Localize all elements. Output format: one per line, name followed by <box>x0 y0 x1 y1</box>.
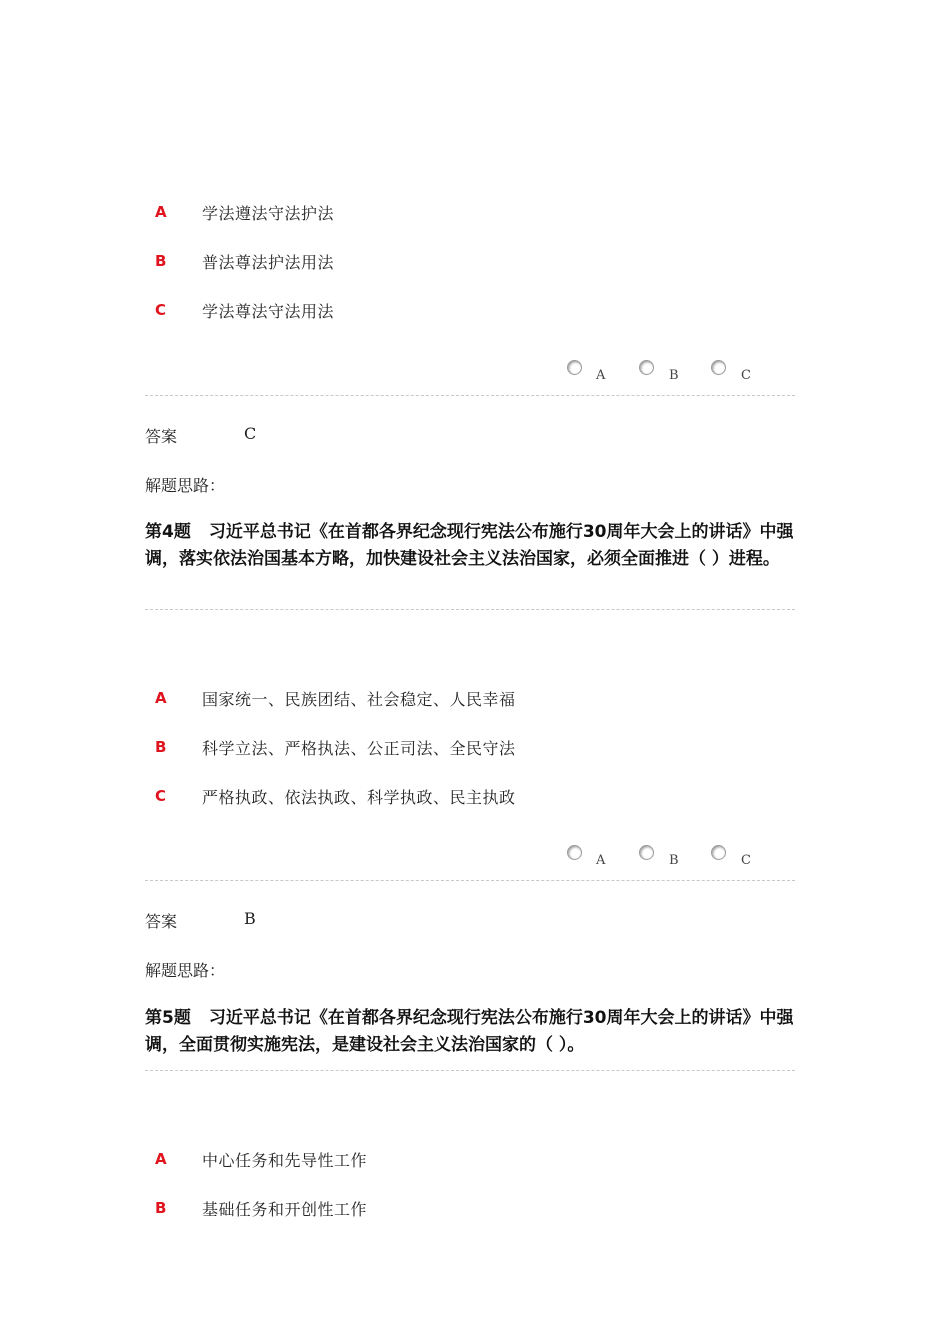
radio-button-b[interactable] <box>639 360 654 375</box>
radio-button-a[interactable] <box>567 845 582 860</box>
question-text: 习近平总书记《在首都各界纪念现行宪法公布施行30周年大会上的讲话》中强调，落实依法治国基本方略，加快建设社会主义法治国家，必须全面推进（ ）进程。 <box>145 522 794 569</box>
answer-label: 答案 <box>145 427 178 446</box>
option-letter: B <box>155 1199 167 1217</box>
answer-label: 答案 <box>145 912 178 931</box>
dashed-divider <box>145 609 795 610</box>
option-text: 中心任务和先导性工作 <box>202 1151 368 1170</box>
option-text: 科学立法、严格执法、公正司法、全民守法 <box>202 739 516 758</box>
radio-label: A <box>596 368 606 383</box>
option-text: 基础任务和开创性工作 <box>202 1200 368 1219</box>
question-text: 习近平总书记《在首都各界纪念现行宪法公布施行30周年大会上的讲话》中强调，全面贯彻实施宪法，是建设社会主义法治国家的（ ）。 <box>145 1008 794 1055</box>
answer-value: C <box>244 424 257 443</box>
radio-label: A <box>596 853 606 868</box>
option-letter: C <box>155 301 167 319</box>
option-letter: B <box>155 252 167 270</box>
option-letter: A <box>155 689 167 707</box>
option-letter: A <box>155 203 167 221</box>
radio-button-a[interactable] <box>567 360 582 375</box>
radio-label: C <box>741 368 751 383</box>
option-letter: B <box>155 738 167 756</box>
option-text: 国家统一、民族团结、社会稳定、人民幸福 <box>202 690 516 709</box>
option-text: 学法尊法守法用法 <box>202 302 335 321</box>
analysis-label: 解题思路： <box>145 476 226 495</box>
radio-label: B <box>669 368 679 383</box>
option-letter: C <box>155 787 167 805</box>
radio-button-c[interactable] <box>711 845 726 860</box>
dashed-divider <box>145 395 795 396</box>
option-letter: A <box>155 1150 167 1168</box>
option-text: 普法尊法护法用法 <box>202 253 335 272</box>
radio-label: C <box>741 853 751 868</box>
question-number: 第5题 <box>145 1008 191 1028</box>
option-text: 严格执政、依法执政、科学执政、民主执政 <box>202 788 516 807</box>
radio-label: B <box>669 853 679 868</box>
question-number: 第4题 <box>145 522 191 542</box>
question-title <box>145 1005 795 1059</box>
option-text: 学法遵法守法护法 <box>202 204 335 223</box>
question-title <box>145 519 795 573</box>
radio-button-b[interactable] <box>639 845 654 860</box>
dashed-divider <box>145 880 795 881</box>
radio-button-c[interactable] <box>711 360 726 375</box>
analysis-label: 解题思路： <box>145 961 226 980</box>
answer-value: B <box>244 909 256 928</box>
dashed-divider <box>145 1070 795 1071</box>
